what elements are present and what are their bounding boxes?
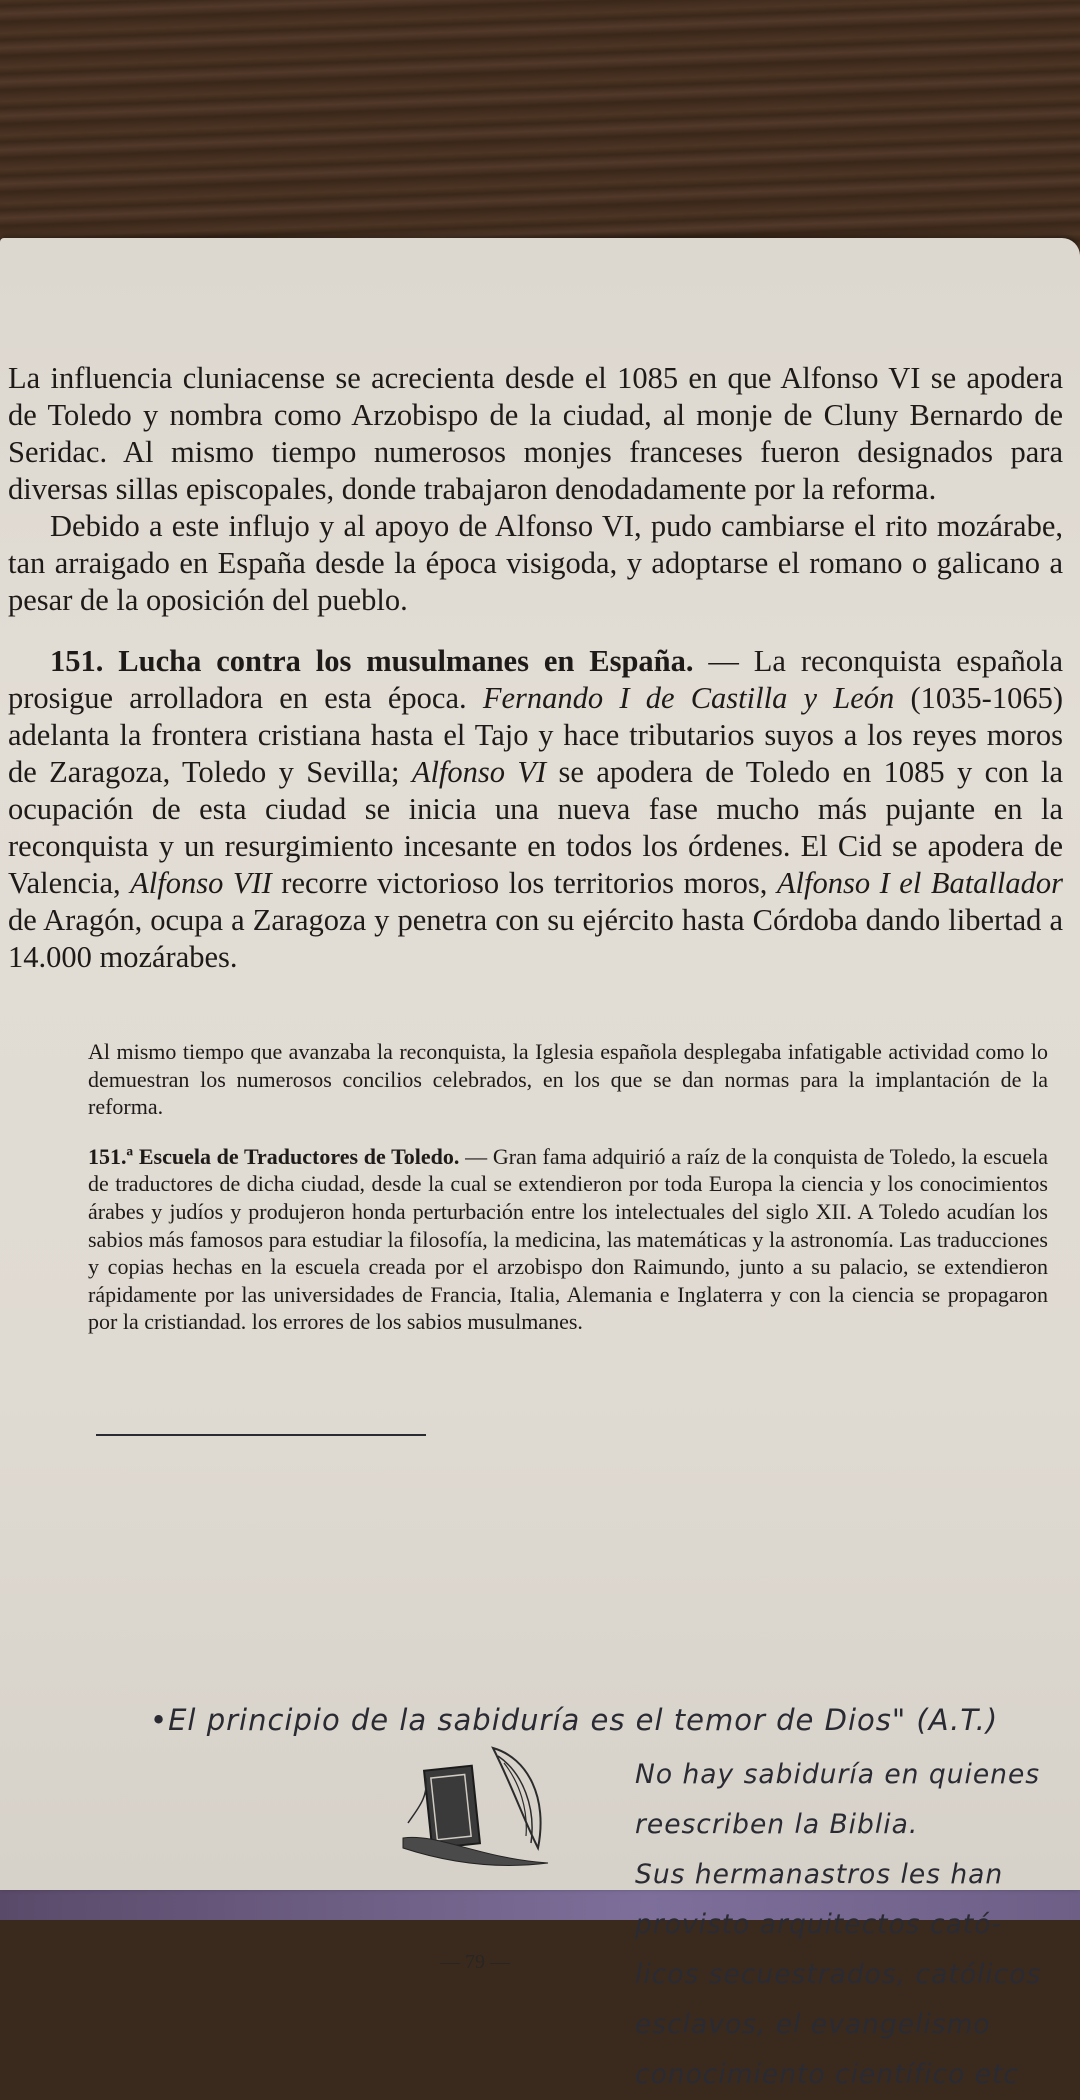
main-text-block [8,360,1063,976]
section-151a-body: — Gran fama adquirió a raíz de la conquista de Toledo, la escuela de traductores de dicha ciudad, desde la cual se extendieron por toda Europa la ciencia y los conocimientos árabes y judíos y produjeron honda perturbación entre los intelectuales del siglo XII. A Toledo acudían los sabios más famosos para estudiar la filosofía, la medicina, las matemáticas y la astronomía. Las traducciones y copias hechas en la escuela creada por el arzobispo don Raimundo, junto a su palacio, se extendieron rápidamente por las universidades de Francia, Italia, Alemania e Inglaterra y con la ciencia se propagaron por la cristiandad. los errores de los sabios musulmanes. [88,1143,1048,1335]
section-151-italic-4: Alfonso I el Batallador [776,866,1063,900]
book-emblem-icon [398,1738,568,1878]
paragraph-mozarabic-rite: Debido a este influjo y al apoyo de Alfonso VI, pudo cambiarse el rito mozárabe, tan arraigado en España desde la época visigoda, y adoptarse el romano o galicano a pesar de la oposición del pueblo. [8,509,1063,617]
handwritten-note [635,1750,1075,2100]
note-line: reescriben la Biblia. [635,1809,919,1840]
book-page [0,238,1080,2090]
section-151-text-3: se apodera de Toledo en 1085 y con la ocupación de esta ciudad se inicia una nueva fase mucho más pujante en la reconquista y un resurgimiento incesante en todos los órdenes. El Cid se apodera de Valencia, [8,755,1063,900]
small-print-block [88,1038,1048,1336]
page-number: — 79 — [440,1951,510,1973]
note-line: provisto arquitectos cató- [635,1909,1002,1940]
section-151-text-2: (1035-1065) adelanta la frontera cristiana hasta el Tajo y hace tributarios suyos a los reyes moros de Zaragoza, Toledo y Sevilla; [8,681,1063,789]
section-151-number: 151. [50,644,104,678]
note-line: No hay sabiduría en quienes [635,1759,1041,1790]
note-line: esclavos, el evangelismo [635,2009,991,2040]
wooden-table-background [0,0,1080,260]
section-151-text-4: recorre victorioso los territorios moros, [271,866,777,900]
section-151-italic-1: Fernando I de Castilla y León [482,681,895,715]
section-151-italic-2: Alfonso VI [411,755,547,789]
section-151-italic-3: Alfonso VII [130,866,272,900]
section-151-title: Lucha contra los musulmanes en España. [118,644,694,678]
note-line: conocimiento científico etc [635,2059,1019,2090]
section-151 [8,643,1063,976]
section-151a-number: 151.ª [88,1143,134,1169]
section-151a-title: Escuela de Traductores de Toledo. [138,1143,460,1169]
section-151a [88,1143,1048,1336]
section-151-text-5: de Aragón, ocupa a Zaragoza y penetra con su ejército hasta Córdoba dando libertad a 14.000 mozárabes. [8,903,1063,974]
section-151-text-1: — La reconquista española prosigue arrolladora en esta época. [8,644,1063,715]
paragraph-church-activity: Al mismo tiempo que avanzaba la reconquista, la Iglesia española desplegaba infatigable actividad como lo demuestran los numerosos concilios celebrados, en los que se dan normas para la implantación de la reforma. [88,1039,1048,1120]
handwritten-underline [96,1434,426,1436]
paragraph-cluniac-influence: La influencia cluniacense se acrecienta desde el 1085 en que Alfonso VI se apodera de Toledo y nombra como Arzobispo de la ciudad, al monje de Cluny Bernardo de Seridac. Al mismo tiempo numerosos monjes franceses fueron designados para diversas sillas episcopales, donde trabajaron denodadamente por la reforma. [8,361,1063,506]
handwritten-quote: •El principio de la sabiduría es el temor de Dios" (A.T.) [150,1703,999,1737]
note-line: licos secuestrados, católicos [635,1959,1042,1990]
note-line: Sus hermanastros les han [635,1859,1004,1890]
